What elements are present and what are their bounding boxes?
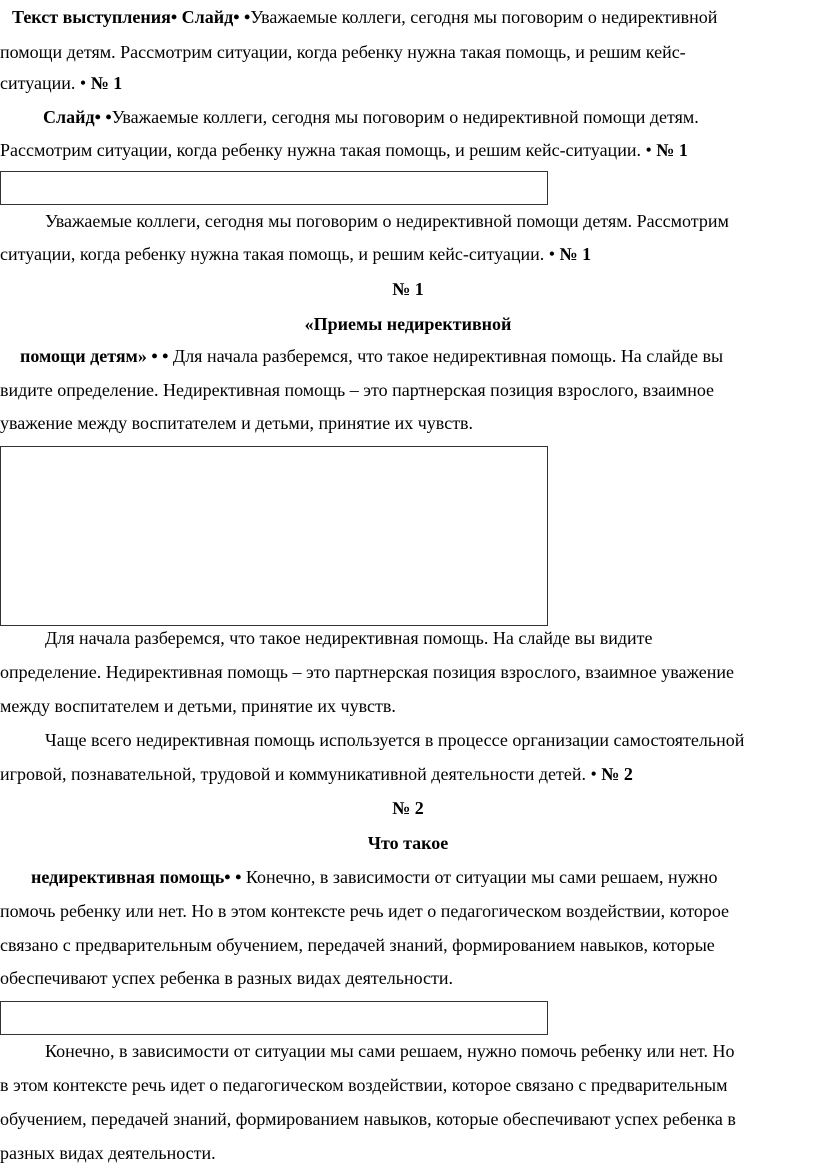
paragraph-1-line-1: [12, 6, 717, 28]
paragraph-2-line-2: [0, 139, 688, 161]
slide-heading-continuation: помощи детям» • •: [20, 346, 169, 366]
paragraph-3-line-1: Уважаемые коллеги, сегодня мы поговорим о недирективной помощи детям. Рассмотрим: [45, 211, 729, 231]
image-placeholder-3: [0, 1001, 548, 1035]
slide-heading-number: № 1: [392, 279, 424, 299]
paragraph-5-line-2: определение. Недирективная помощь – это партнерская позиция взрослого, взаимное уважение: [0, 662, 734, 682]
paragraph-text: игровой, познавательной, трудовой и коммуникативной деятельности детей. •: [0, 764, 597, 784]
paragraph-7-line-4: обеспечивают успех ребенка в разных видах деятельности.: [0, 968, 454, 988]
paragraph-8-line-2: в этом контексте речь идет о педагогическом воздействии, которое связано с предварительным: [0, 1075, 728, 1095]
paragraph-4-line-1: [20, 345, 723, 367]
paragraph-5-line-1: Для начала разберемся, что такое недирективная помощь. На слайде вы видите: [45, 628, 653, 648]
slide-heading-title: «Приемы недирективной: [304, 314, 512, 334]
paragraph-8-line-1: Конечно, в зависимости от ситуации мы сами решаем, нужно помочь ребенку или нет. Но: [45, 1041, 735, 1061]
paragraph-4-line-2: видите определение. Недирективная помощь – это партнерская позиция взрослого, взаимное: [0, 380, 715, 400]
slide-heading-number: № 2: [392, 798, 424, 818]
slide-number: № 1: [555, 244, 592, 264]
paragraph-text: Конечно, в зависимости от ситуации мы сами решаем, нужно: [241, 867, 718, 887]
paragraph-6-line-1: Чаще всего недирективная помощь используется в процессе организации самостоятельной: [45, 730, 745, 750]
slide-number: № 1: [86, 73, 123, 93]
speech-heading: Текст выступления• Слайд• •: [12, 7, 251, 27]
paragraph-text: Уважаемые коллеги, сегодня мы поговорим о недирективной помощи детям.: [111, 107, 699, 127]
image-placeholder-1: [0, 171, 548, 205]
paragraph-2-line-1: [43, 106, 699, 128]
paragraph-text: ситуации. •: [0, 73, 87, 93]
slide-heading-title: Что такое: [367, 833, 449, 853]
paragraph-1-line-3: [0, 72, 122, 94]
slide-label: Слайд• •: [43, 107, 112, 127]
paragraph-6-line-2: [0, 763, 633, 785]
paragraph-8-line-4: разных видах деятельности.: [0, 1143, 216, 1163]
paragraph-1-line-2: помощи детям. Рассмотрим ситуации, когда ребенку нужна такая помощь, и решим кейс-: [0, 42, 686, 62]
paragraph-text: Для начала разберемся, что такое недирективная помощь. На слайде вы: [168, 346, 724, 366]
paragraph-text: Рассмотрим ситуации, когда ребенку нужна такая помощь, и решим кейс-ситуации. •: [0, 140, 652, 160]
paragraph-text: Уважаемые коллеги, сегодня мы поговорим о недирективной: [250, 7, 718, 27]
paragraph-7-line-2: помочь ребенку или нет. Но в этом контексте речь идет о педагогическом воздействии, которое: [0, 901, 730, 921]
paragraph-8-line-3: обучением, передачей знаний, формированием навыков, которые обеспечивают успех ребенка в: [0, 1109, 736, 1129]
paragraph-7-line-3: связано с предварительным обучением, передачей знаний, формированием навыков, которые: [0, 935, 715, 955]
paragraph-5-line-3: между воспитателем и детьми, принятие их чувств.: [0, 696, 396, 716]
image-placeholder-2: [0, 446, 548, 626]
slide-heading-continuation: недирективная помощь• •: [31, 867, 242, 887]
slide-number: № 2: [596, 764, 633, 784]
paragraph-7-line-1: [31, 866, 717, 888]
paragraph-4-line-3: уважение между воспитателем и детьми, принятие их чувств.: [0, 413, 474, 433]
paragraph-text: ситуации, когда ребенку нужна такая помощь, и решим кейс-ситуации. •: [0, 244, 556, 264]
paragraph-3-line-2: [0, 243, 591, 265]
slide-number: № 1: [651, 140, 688, 160]
